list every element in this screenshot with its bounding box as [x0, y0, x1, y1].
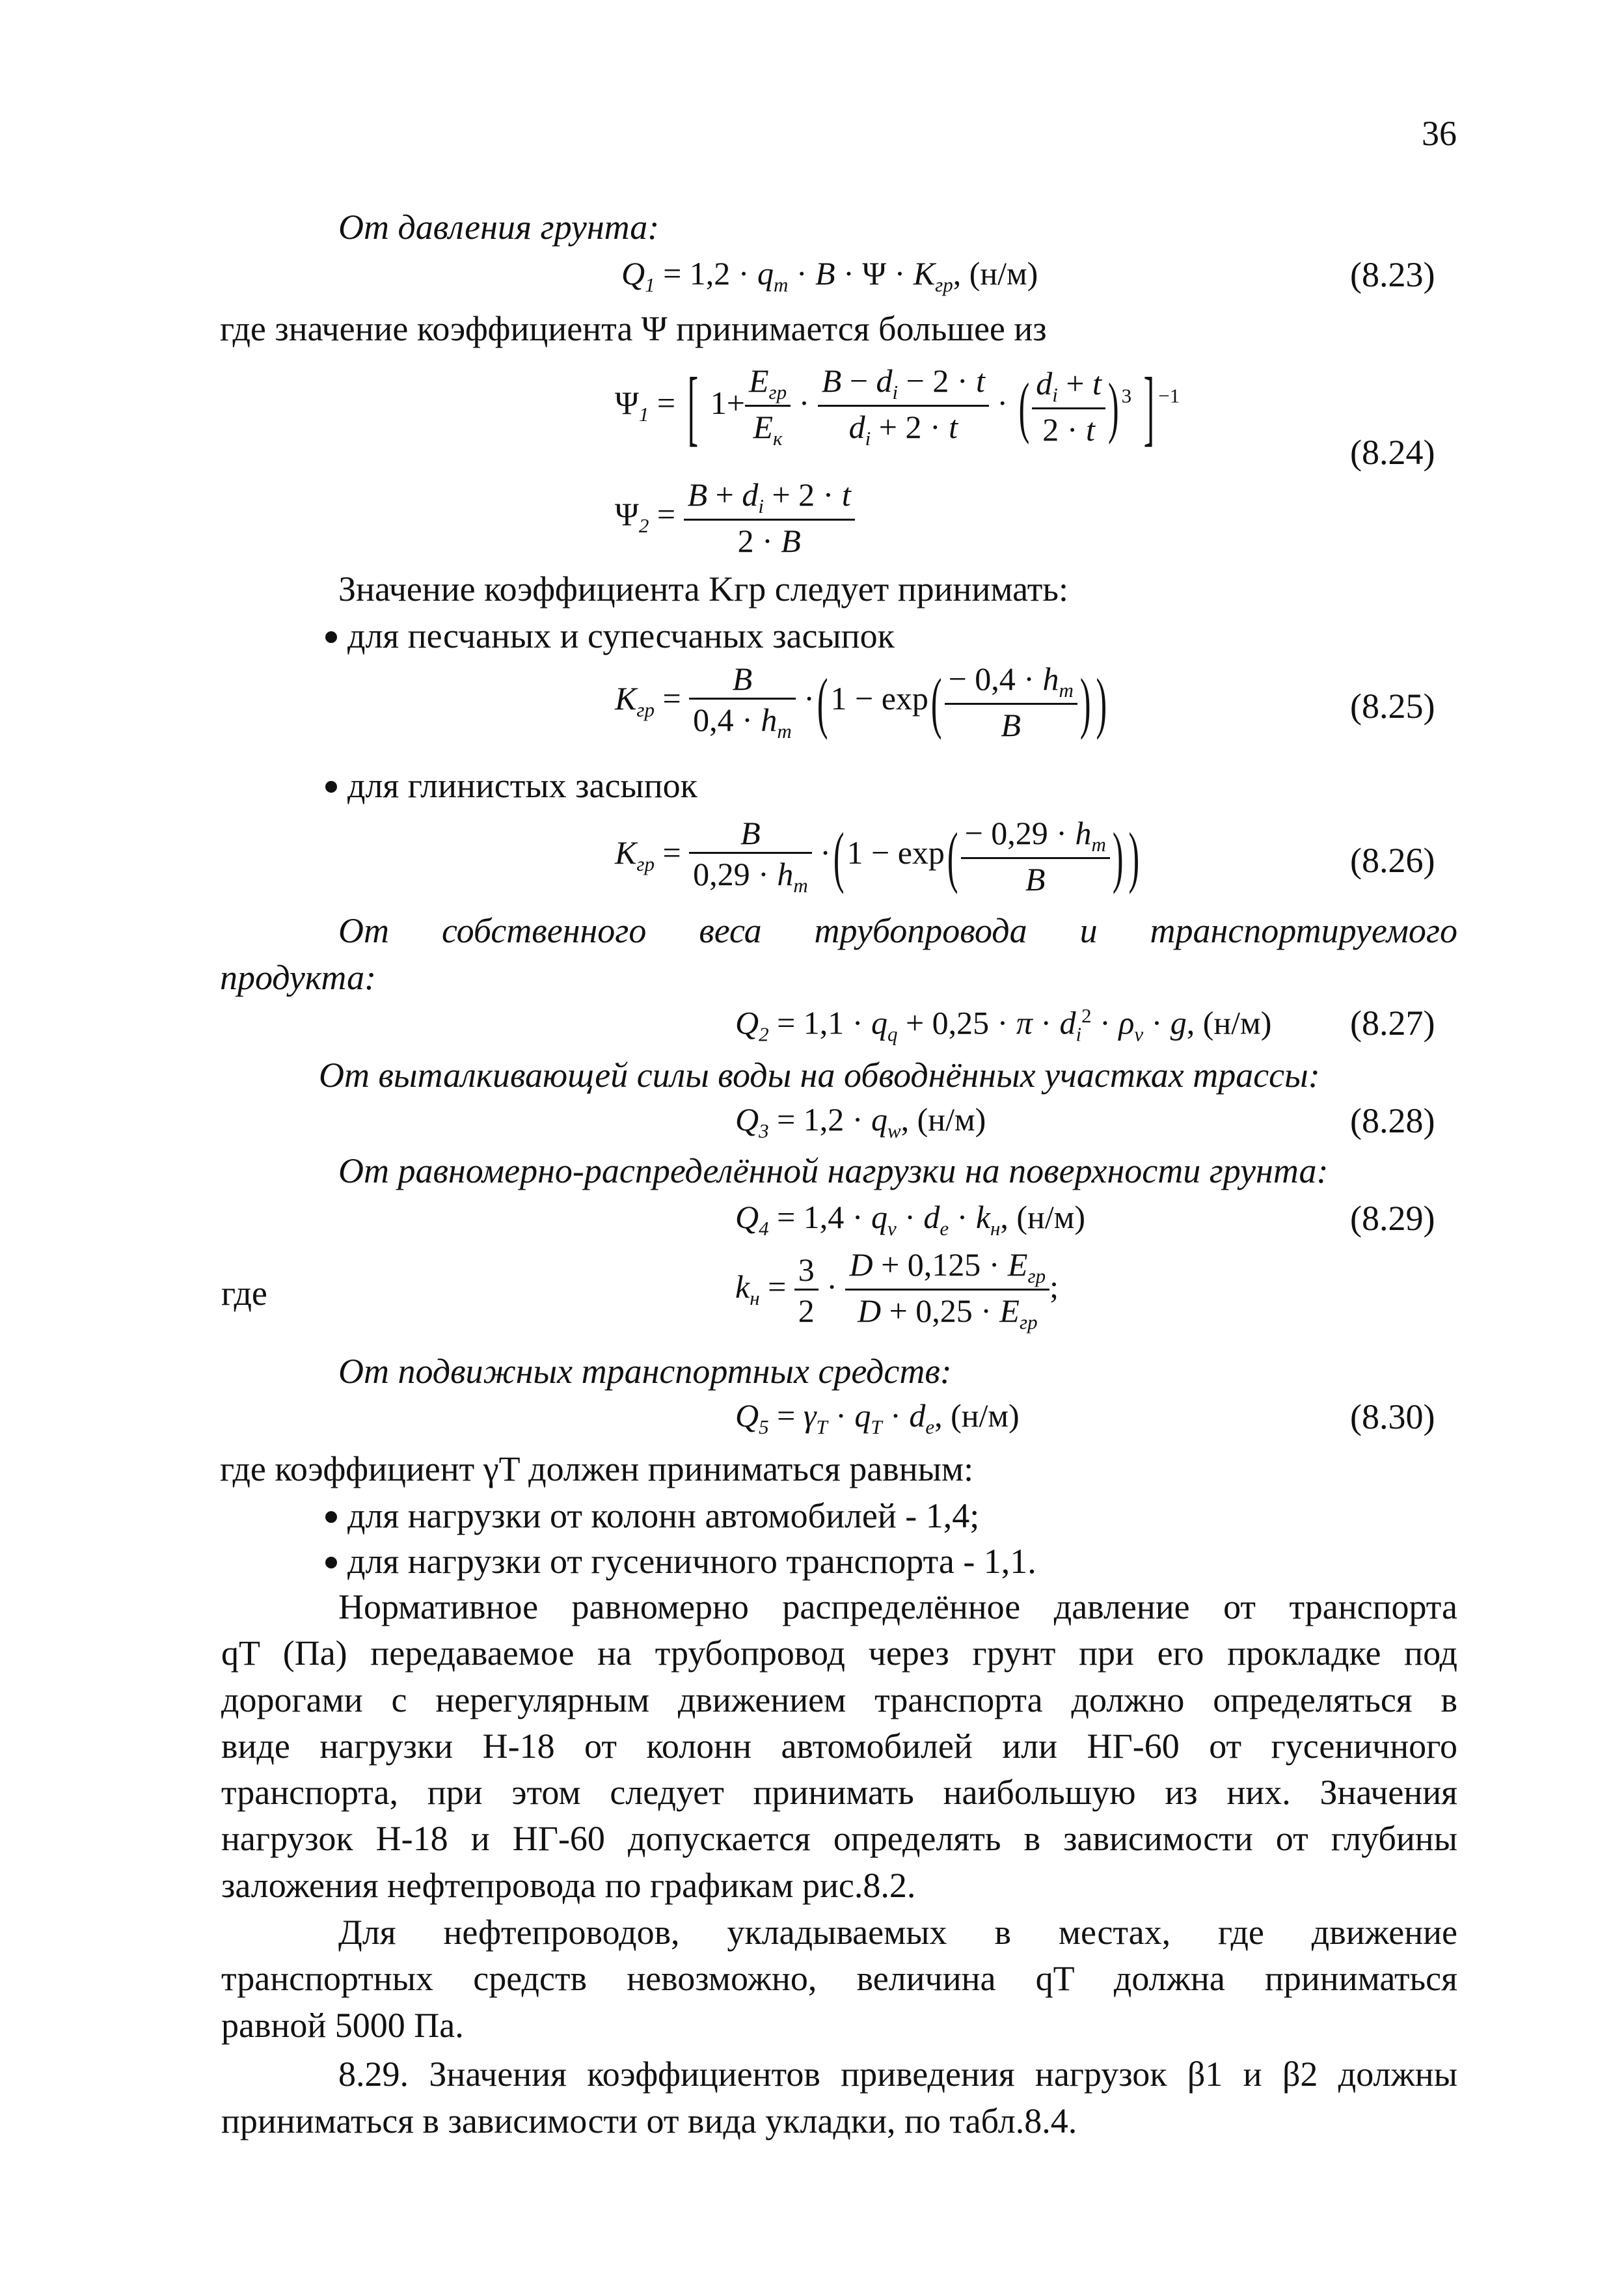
- equation-8-26: $K_{гр}$ = $\frac{B}{0,29 \cdot h_m}$ ·(1 − exp( $\frac{- 0,29 \cdot h_m}{B}$ ) ): [615, 815, 1140, 897]
- equation-number-8-30: (8.30): [1350, 1397, 1435, 1436]
- bullet-icon: [325, 1511, 337, 1523]
- equation-8-29: $Q_4 = 1,4 \cdot q_v \cdot d_e \cdot k_н$, (н/м): [735, 1199, 1085, 1240]
- bullet-icon: [325, 631, 337, 643]
- bullet-cars: [325, 1498, 979, 1533]
- equation-8-23: $Q_1 = 1,2 \cdot q_m \cdot B \cdot \Psi \cdot K_{гр}$, (н/м): [621, 255, 1038, 296]
- eq-8-28-unit: , (н/м): [900, 1101, 986, 1138]
- soil-pressure-heading: От давления грунта:: [338, 208, 660, 247]
- surface-load-heading: От равномерно-распределённой нагрузки на поверхности грунта:: [338, 1151, 1329, 1190]
- own-weight-heading-line2: продукта:: [220, 958, 377, 997]
- para-normative-line2: qT (Па) передаваемое на трубопровод через грунт при его прокладке под: [221, 1634, 1457, 1673]
- equation-number-8-26: (8.26): [1350, 841, 1435, 880]
- bullet-icon: [325, 1557, 337, 1568]
- equation-number-8-27: (8.27): [1350, 1004, 1435, 1043]
- equation-number-8-29: (8.29): [1350, 1199, 1435, 1238]
- para-normative-line1: Нормативное равномерно распределённое давление от транспорта: [338, 1587, 1457, 1626]
- where-label: где: [221, 1274, 267, 1313]
- bullet-cars-text: для нагрузки от колонн автомобилей - 1,4;: [347, 1496, 980, 1535]
- para-normative-line4: виде нагрузки Н-18 от колонн автомобилей или НГ-60 от гусеничного: [221, 1727, 1457, 1766]
- equation-number-8-25: (8.25): [1350, 687, 1435, 726]
- equation-8-28: $Q_3 = 1,2 \cdot q_w$, (н/м): [735, 1101, 986, 1142]
- bullet-icon: [325, 781, 337, 793]
- eq-8-27-unit: , (н/м): [1186, 1004, 1272, 1041]
- para-impossible-line3: равной 5000 Па.: [221, 2006, 464, 2045]
- para-impossible-line1: Для нефтепроводов, укладываемых в местах, где движение: [338, 1913, 1457, 1952]
- psi-note: где значение коэффициента Ψ принимается большее из: [220, 309, 1047, 348]
- bullet-sand: [325, 618, 895, 653]
- kgr-note: Значение коэффициента Kгр следует принимать:: [338, 569, 1068, 608]
- bullet-clay-text: для глинистых засыпок: [347, 766, 697, 805]
- equation-8-27: $Q_2 = 1,1 \cdot q_q + 0,25 \cdot \pi \cdot d_i^2 \cdot \rho_v \cdot g$, (н/м): [735, 1004, 1272, 1046]
- equation-8-24-psi1: $\Psi_1$ = [ 1+ $\frac{E_{гр}}{E_к}$ · $\frac{B - d_i - 2 \cdot t}{d_i + 2 \cdot t}$ · ( $\frac{d_i + t}{2 \cdot t}$ ) $^3$ ] $^{-1}$: [615, 359, 1180, 454]
- page-number: 36: [1422, 114, 1457, 153]
- equation-number-8-23: (8.23): [1350, 255, 1435, 294]
- equation-8-25: $K_{гр}$ = $\frac{B}{0,4 \cdot h_m}$ ·(1 − exp( $\frac{- 0,4 \cdot h_m}{B}$ ) ): [615, 661, 1107, 743]
- vehicles-heading: От подвижных транспортных средств:: [338, 1352, 952, 1391]
- gamma-note: где коэффициент γT должен приниматься равным:: [220, 1449, 974, 1488]
- bullet-tracked: [325, 1544, 1036, 1579]
- buoyancy-heading: От выталкивающей силы воды на обводнённых участках трассы:: [319, 1056, 1320, 1095]
- bullet-sand-text: для песчаных и супесчаных засыпок: [347, 616, 895, 655]
- own-weight-heading-line1: От собственного веса трубопровода и транспортируемого: [338, 911, 1457, 950]
- para-normative-line7: заложения нефтепровода по графикам рис.8.2.: [221, 1866, 916, 1905]
- equation-number-8-24: (8.24): [1350, 433, 1435, 472]
- para-normative-line6: нагрузок Н-18 и НГ-60 допускается определять в зависимости от глубины: [221, 1819, 1457, 1858]
- equation-kn: $k_н$ = $\frac{3}{2}$ · $\frac{D + 0,125 \cdot E_{гр}}{D + 0,25 \cdot E_{гр}}$ ;: [735, 1246, 1059, 1333]
- bullet-tracked-text: для нагрузки от гусеничного транспорта - 1,1.: [347, 1542, 1036, 1581]
- para-impossible-line2: транспортных средств невозможно, величина qT должна приниматься: [221, 1959, 1457, 1998]
- para-8-29-line2: приниматься в зависимости от вида укладки, по табл.8.4.: [221, 2101, 1077, 2140]
- equation-number-8-28: (8.28): [1350, 1101, 1435, 1140]
- eq-8-29-unit: , (н/м): [1000, 1199, 1085, 1235]
- bullet-clay: [325, 768, 697, 803]
- eq-8-23-unit: , (н/м): [953, 255, 1038, 292]
- equation-8-30: $Q_5 = \gamma_T \cdot q_T \cdot d_e$, (н/м): [735, 1397, 1020, 1438]
- equation-8-24-psi2: $\Psi_2$ = $\frac{B + d_i + 2 \cdot t}{2 \cdot B}$: [615, 478, 855, 557]
- para-normative-line3: дорогами с нерегулярным движением транспорта должно определяться в: [221, 1680, 1457, 1719]
- eq-8-30-unit: , (н/м): [934, 1397, 1020, 1434]
- para-normative-line5: транспорта, при этом следует принимать наибольшую из них. Значения: [221, 1773, 1457, 1812]
- para-8-29-line1: 8.29. Значения коэффициентов приведения нагрузок β1 и β2 должны: [338, 2055, 1457, 2094]
